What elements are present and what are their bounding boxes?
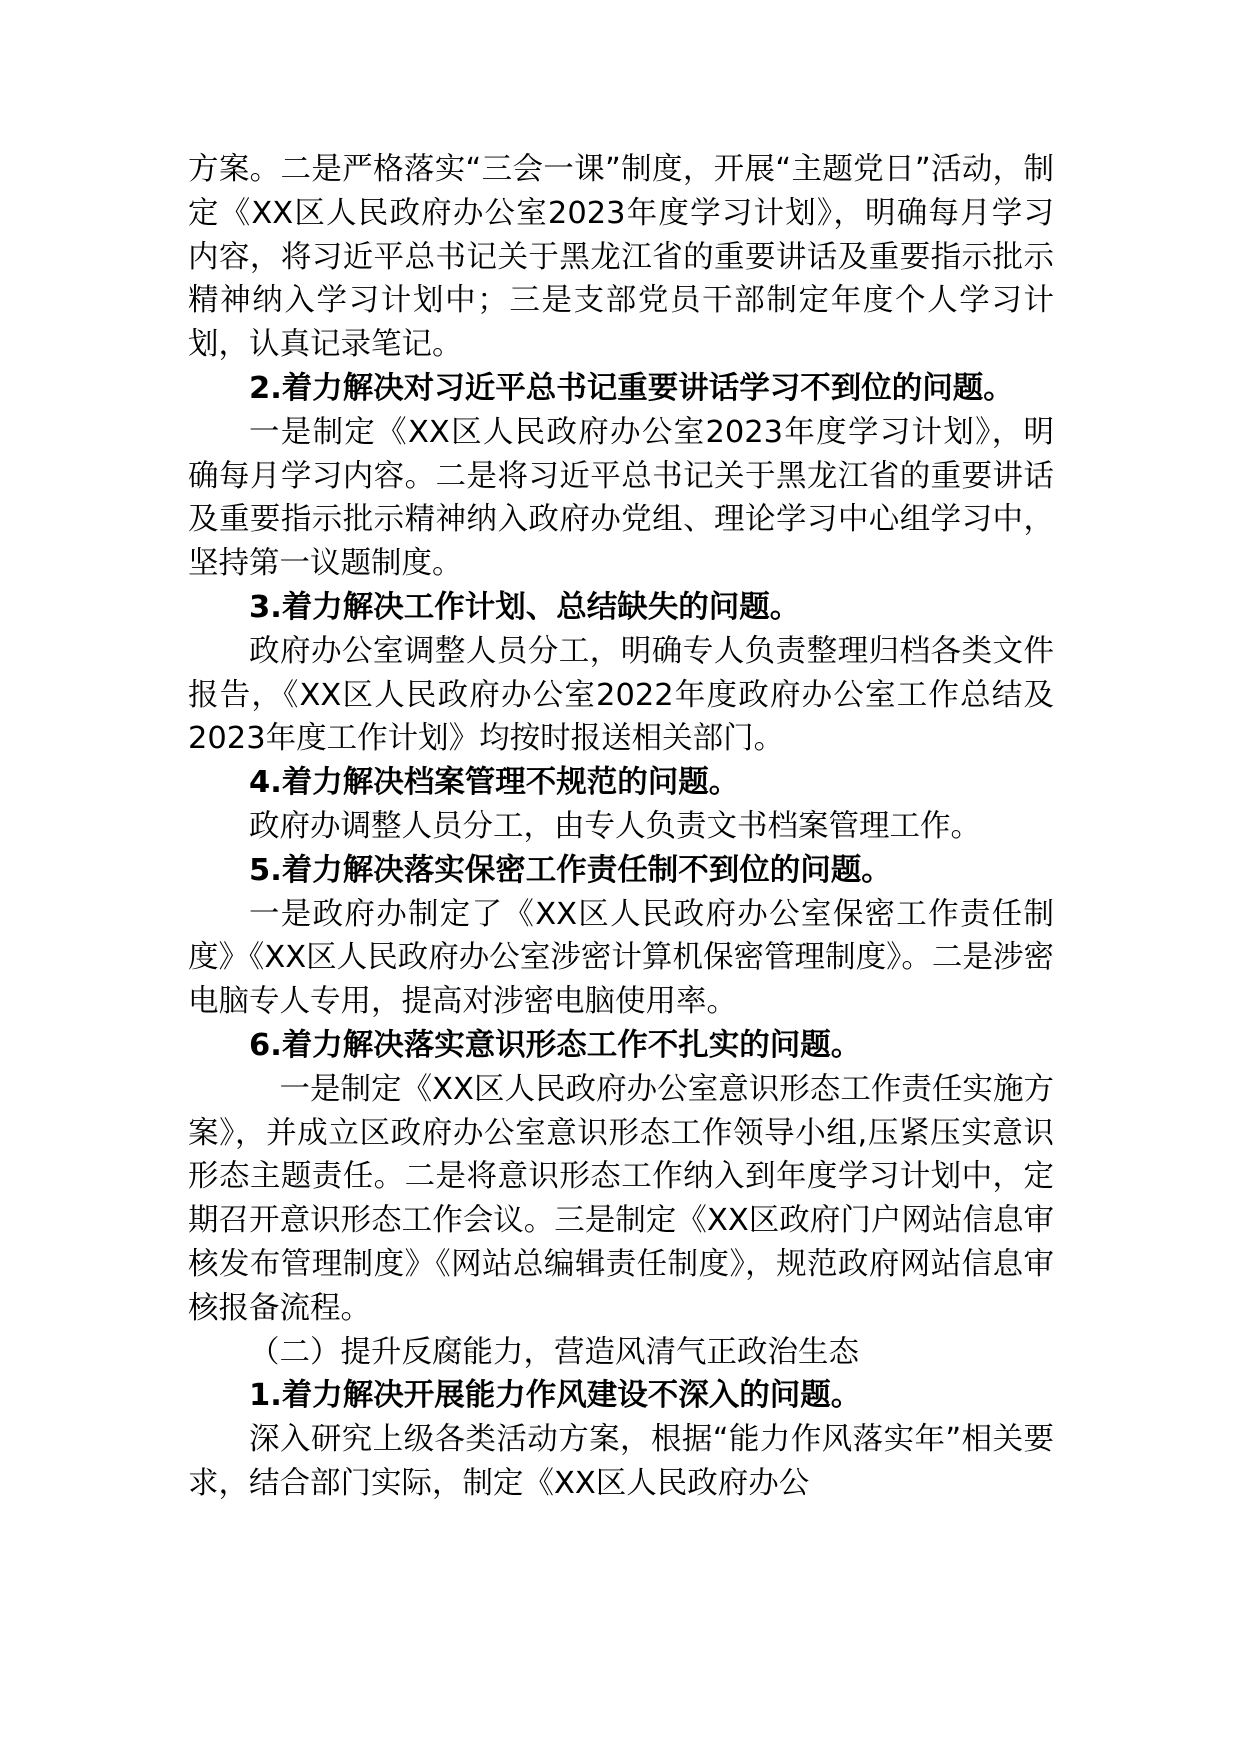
paragraph: 政府办公室调整人员分工，明确专人负责整理归档各类文件报告，《XX区人民政府办公室2022年度政府办公室工作总结及2023年度工作计划》均按时报送相关部门。 bbox=[188, 633, 1054, 757]
paragraph-continued: 方案。二是严格落实“三会一课”制度，开展“主题党日”活动，制定《XX区人民政府办公室2023年度学习计划》，明确每月学习内容，将习近平总书记关于黑龙江省的重要讲话及重要指示批示精神纳入学习计划中；三是支部党员干部制定年度个人学习计划，认真记录笔记。 bbox=[188, 152, 1054, 363]
section-heading-5: 5.着力解决落实保密工作责任制不到位的问题。 bbox=[249, 852, 892, 888]
paragraph: 一是制定《XX区人民政府办公室意识形态工作责任实施方案》，并成立区政府办公室意识形态工作领导小组,压紧压实意识形态主题责任。二是将意识形态工作纳入到年度学习计划中，定期召开意识形态工作会议。三是制定《XX区政府门户网站信息审核发布管理制度》《网站总编辑责任制度》，规范政府网站信息审核报备流程。 bbox=[188, 1071, 1054, 1326]
subsection-title: （二）提升反腐能力，营造风清气正政治生态 bbox=[249, 1334, 859, 1370]
paragraph: 一是政府办制定了《XX区人民政府办公室保密工作责任制度》《XX区人民政府办公室涉密计算机保密管理制度》。二是涉密电脑专人专用，提高对涉密电脑使用率。 bbox=[188, 896, 1054, 1020]
section-heading-6: 6.着力解决落实意识形态工作不扎实的问题。 bbox=[249, 1027, 862, 1063]
section-heading-3: 3.着力解决工作计划、总结缺失的问题。 bbox=[249, 589, 801, 625]
section-heading-2: 2.着力解决对习近平总书记重要讲话学习不到位的问题。 bbox=[249, 370, 1014, 406]
paragraph: 政府办调整人员分工，由专人负责文书档案管理工作。 bbox=[249, 808, 981, 844]
paragraph: 深入研究上级各类活动方案，根据“能力作风落实年”相关要求，结合部门实际，制定《XX区人民政府办公 bbox=[188, 1422, 1054, 1501]
section-heading-1: 1.着力解决开展能力作风建设不深入的问题。 bbox=[249, 1378, 862, 1414]
section-heading-4: 4.着力解决档案管理不规范的问题。 bbox=[249, 765, 740, 801]
paragraph: 一是制定《XX区人民政府办公室2023年度学习计划》，明确每月学习内容。二是将习近平总书记关于黑龙江省的重要讲话及重要指示批示精神纳入政府办党组、理论学习中心组学习中，坚持第一议题制度。 bbox=[188, 414, 1054, 582]
document-page bbox=[188, 148, 1054, 1506]
